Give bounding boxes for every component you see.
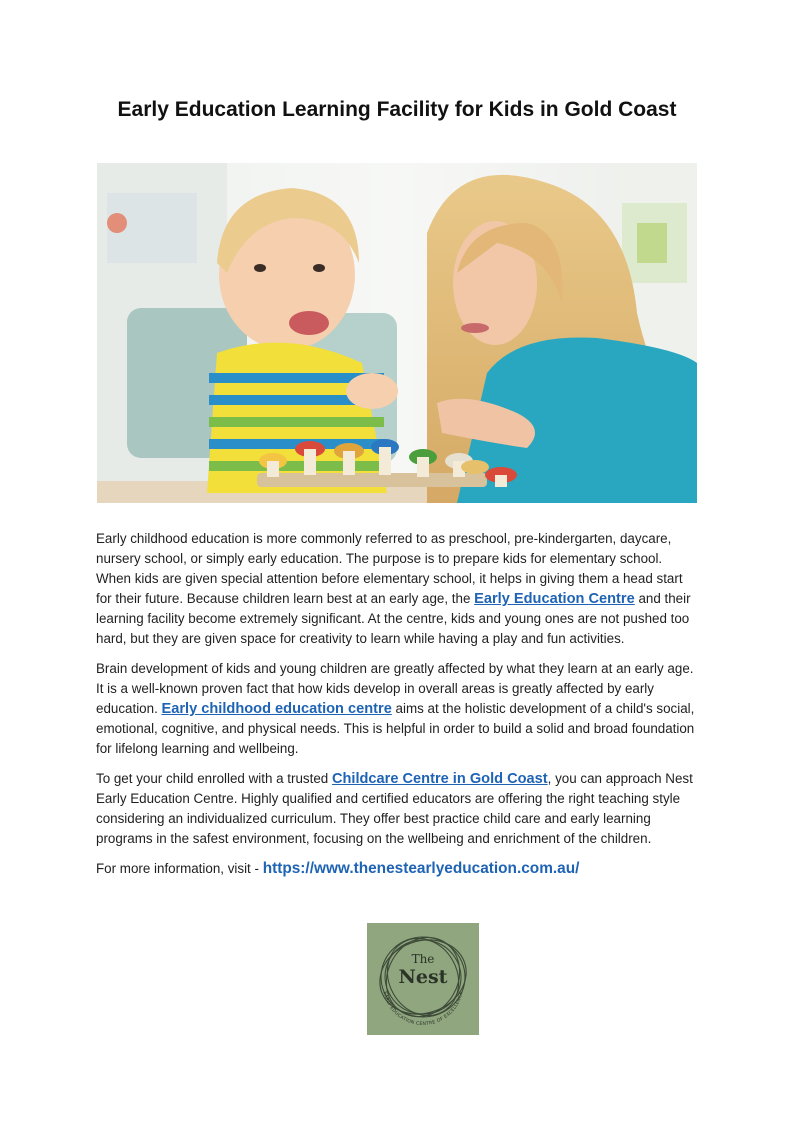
paragraph-3-text-start: To get your child enrolled with a trusted xyxy=(96,771,332,786)
early-education-centre-link[interactable]: Early Education Centre xyxy=(474,591,635,607)
logo-line-the: The xyxy=(411,952,435,966)
paragraph-2 xyxy=(96,659,700,759)
hero-photo xyxy=(97,163,697,503)
paragraph-4-text-start: For more information, visit - xyxy=(96,861,263,876)
early-childhood-education-centre-link[interactable]: Early childhood education centre xyxy=(161,701,392,717)
logo-line-nest: Nest xyxy=(398,966,448,988)
article-body xyxy=(96,529,700,889)
paragraph-3-text-end: , you can approach Nest Early Education Centre. Highly qualified and certified educators are offering the right teaching style considering an individualized curriculum. They offer best practice child care and early learning programs in the safest environment, focusing on the wellbeing and enrichment of the children. xyxy=(96,771,693,846)
paragraph-1-text-start: Early childhood education is more commonly referred to as preschool, pre-kindergarten, daycare, nursery school, or simply early education. The purpose is to prepare kids for elementary school. When kids are given special attention before elementary school, it helps in giving them a head start for their future. Because children learn best at an early age, the xyxy=(96,531,683,606)
paragraph-2-text-end: aims at the holistic development of a child's social, emotional, cognitive, and physical needs. This is helpful in order to build a solid and broad foundation for lifelong learning and wellbeing. xyxy=(96,701,695,756)
the-nest-logo xyxy=(367,923,479,1035)
logo-arc-text: EARLY EDUCATION CENTRE OF EXCELLENCE xyxy=(381,991,465,1028)
paragraph-1 xyxy=(96,529,700,649)
childcare-centre-gold-coast-link[interactable]: Childcare Centre in Gold Coast xyxy=(331,771,548,787)
page-title: Early Education Learning Facility for Kids in Gold Coast xyxy=(117,98,677,121)
paragraph-3 xyxy=(96,769,700,849)
paragraph-4 xyxy=(96,859,700,879)
website-url-link[interactable]: https://www.thenestearlyeducation.com.au/ xyxy=(262,860,580,877)
nest-logo-icon xyxy=(367,923,479,1035)
paragraph-2-text-start: Brain development of kids and young children are greatly affected by what they learn at an early age. It is a well-known proven fact that how kids develop in overall areas is greatly affected by early education. xyxy=(96,661,694,716)
photo-teacher-and-child xyxy=(97,163,697,503)
paragraph-1-text-end: and their learning facility become extremely significant. At the centre, kids and young ones are not pushed too hard, but they are given space for creativity to learn while having a play and fun activities. xyxy=(96,591,691,646)
